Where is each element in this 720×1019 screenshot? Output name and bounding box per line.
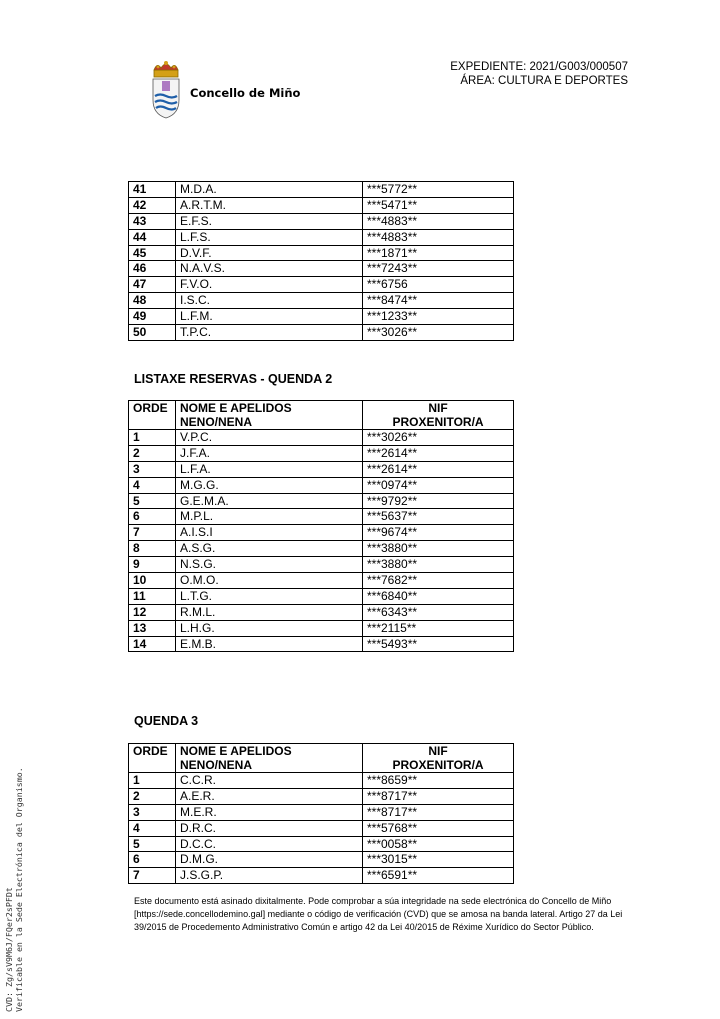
cvd-code: CVD: Zg/sV9M6J/FQer2sPFDt — [4, 887, 14, 1012]
row-number: 47 — [129, 277, 176, 293]
table-row — [129, 525, 514, 541]
row-number: 13 — [129, 620, 176, 636]
parent-nif: ***8717** — [363, 788, 514, 804]
table-row — [129, 836, 514, 852]
parent-nif: ***6840** — [363, 588, 514, 604]
row-number: 4 — [129, 477, 176, 493]
organization-logo — [148, 60, 301, 120]
column-header-name — [176, 401, 363, 430]
column-header-nif-line1: NIF — [428, 744, 448, 758]
table-row — [129, 773, 514, 789]
table-row — [129, 477, 514, 493]
child-initials: F.V.O. — [176, 277, 363, 293]
child-initials: L.F.M. — [176, 309, 363, 325]
child-initials: D.V.F. — [176, 245, 363, 261]
row-number: 45 — [129, 245, 176, 261]
parent-nif: ***4883** — [363, 213, 514, 229]
row-number: 3 — [129, 461, 176, 477]
coat-of-arms-icon — [148, 60, 184, 120]
expediente-label: EXPEDIENTE: 2021/G003/000507 — [450, 61, 628, 73]
parent-nif: ***0058** — [363, 836, 514, 852]
child-initials: O.M.O. — [176, 573, 363, 589]
child-initials: A.S.G. — [176, 541, 363, 557]
parent-nif: ***8474** — [363, 293, 514, 309]
child-initials: L.T.G. — [176, 588, 363, 604]
table-row — [129, 213, 514, 229]
table-row — [129, 573, 514, 589]
column-header-nif-line2: PROXENITOR/A — [392, 415, 484, 429]
child-initials: C.C.R. — [176, 773, 363, 789]
table-header-row — [129, 401, 514, 430]
parent-nif: ***3026** — [363, 325, 514, 341]
table-row — [129, 229, 514, 245]
table-row — [129, 788, 514, 804]
column-header-nif — [363, 401, 514, 430]
child-initials: V.P.C. — [176, 430, 363, 446]
parent-nif: ***5493** — [363, 636, 514, 652]
column-header-nif-line1: NIF — [428, 401, 448, 415]
child-initials: D.R.C. — [176, 820, 363, 836]
list-table-quenda-2 — [128, 400, 514, 652]
parent-nif: ***1871** — [363, 245, 514, 261]
parent-nif: ***5637** — [363, 509, 514, 525]
table-row — [129, 245, 514, 261]
child-initials: M.P.L. — [176, 509, 363, 525]
child-initials: R.M.L. — [176, 604, 363, 620]
table-row — [129, 868, 514, 884]
parent-nif: ***3880** — [363, 541, 514, 557]
row-number: 2 — [129, 445, 176, 461]
row-number: 48 — [129, 293, 176, 309]
parent-nif: ***1233** — [363, 309, 514, 325]
row-number: 43 — [129, 213, 176, 229]
parent-nif: ***3880** — [363, 557, 514, 573]
table-header-row — [129, 744, 514, 773]
row-number: 5 — [129, 836, 176, 852]
row-number: 6 — [129, 509, 176, 525]
parent-nif: ***6343** — [363, 604, 514, 620]
column-header-name-line2: NENO/NENA — [180, 415, 253, 429]
row-number: 44 — [129, 229, 176, 245]
table-row — [129, 293, 514, 309]
row-number: 5 — [129, 493, 176, 509]
child-initials: A.R.T.M. — [176, 197, 363, 213]
row-number: 3 — [129, 804, 176, 820]
row-number: 11 — [129, 588, 176, 604]
parent-nif: ***6591** — [363, 868, 514, 884]
child-initials: E.M.B. — [176, 636, 363, 652]
area-label: ÁREA: CULTURA E DEPORTES — [460, 75, 628, 87]
child-initials: L.H.G. — [176, 620, 363, 636]
child-initials: L.F.A. — [176, 461, 363, 477]
table-row — [129, 636, 514, 652]
row-number: 46 — [129, 261, 176, 277]
row-number: 41 — [129, 182, 176, 198]
table-row — [129, 852, 514, 868]
row-number: 49 — [129, 309, 176, 325]
table-row — [129, 430, 514, 446]
column-header-nif — [363, 744, 514, 773]
row-number: 9 — [129, 557, 176, 573]
child-initials: J.F.A. — [176, 445, 363, 461]
column-header-name — [176, 744, 363, 773]
row-number: 6 — [129, 852, 176, 868]
table-row — [129, 620, 514, 636]
list-table-quenda-3 — [128, 743, 514, 884]
table-row — [129, 325, 514, 341]
table-row — [129, 804, 514, 820]
parent-nif: ***2115** — [363, 620, 514, 636]
row-number: 4 — [129, 820, 176, 836]
verification-code-sidebar — [4, 767, 24, 1012]
table-row — [129, 509, 514, 525]
child-initials: M.G.G. — [176, 477, 363, 493]
parent-nif: ***0974** — [363, 477, 514, 493]
child-initials: E.F.S. — [176, 213, 363, 229]
child-initials: L.F.S. — [176, 229, 363, 245]
column-header-name-line1: NOME E APELIDOS — [180, 744, 292, 758]
table-row — [129, 461, 514, 477]
row-number: 1 — [129, 773, 176, 789]
child-initials: A.I.S.I — [176, 525, 363, 541]
section-title-quenda-2: LISTAXE RESERVAS - QUENDA 2 — [134, 372, 333, 386]
parent-nif: ***7682** — [363, 573, 514, 589]
table-row — [129, 588, 514, 604]
row-number: 7 — [129, 868, 176, 884]
child-initials: A.E.R. — [176, 788, 363, 804]
table-row — [129, 557, 514, 573]
row-number: 12 — [129, 604, 176, 620]
table-row — [129, 445, 514, 461]
row-number: 14 — [129, 636, 176, 652]
logo-text: Concello de Miño — [190, 86, 301, 100]
child-initials: I.S.C. — [176, 293, 363, 309]
parent-nif: ***4883** — [363, 229, 514, 245]
child-initials: N.A.V.S. — [176, 261, 363, 277]
row-number: 1 — [129, 430, 176, 446]
table-row — [129, 261, 514, 277]
table-row — [129, 197, 514, 213]
parent-nif: ***5768** — [363, 820, 514, 836]
row-number: 7 — [129, 525, 176, 541]
child-initials: T.P.C. — [176, 325, 363, 341]
parent-nif: ***5772** — [363, 182, 514, 198]
section-title-quenda-3: QUENDA 3 — [134, 714, 199, 728]
parent-nif: ***9674** — [363, 525, 514, 541]
column-header-orde: ORDE — [129, 401, 176, 430]
parent-nif: ***5471** — [363, 197, 514, 213]
signature-notice: Este documento está asinado dixitalmente. Pode comprobar a súa integridade na sede electrónica do Concello de Miño [https://sede.concellodemino.gal] mediante o código de verificación (CVD) que se amosa na banda lateral. Artigo 27 da Lei 39/2015 de Procedemento Administrativo Común e artigo 42 da Lei 40/2015 de Réxime Xurídico do Sector Público. — [134, 896, 623, 932]
child-initials: N.S.G. — [176, 557, 363, 573]
parent-nif: ***2614** — [363, 445, 514, 461]
row-number: 8 — [129, 541, 176, 557]
document-header — [450, 60, 628, 88]
child-initials: J.S.G.P. — [176, 868, 363, 884]
column-header-name-line1: NOME E APELIDOS — [180, 401, 292, 415]
parent-nif: ***2614** — [363, 461, 514, 477]
child-initials: M.D.A. — [176, 182, 363, 198]
child-initials: D.C.C. — [176, 836, 363, 852]
parent-nif: ***9792** — [363, 493, 514, 509]
parent-nif: ***8717** — [363, 804, 514, 820]
parent-nif: ***3026** — [363, 430, 514, 446]
row-number: 10 — [129, 573, 176, 589]
child-initials: G.E.M.A. — [176, 493, 363, 509]
row-number: 42 — [129, 197, 176, 213]
parent-nif: ***7243** — [363, 261, 514, 277]
column-header-name-line2: NENO/NENA — [180, 758, 253, 772]
column-header-orde: ORDE — [129, 744, 176, 773]
parent-nif: ***3015** — [363, 852, 514, 868]
table-row — [129, 820, 514, 836]
row-number: 2 — [129, 788, 176, 804]
table-row — [129, 541, 514, 557]
table-row — [129, 493, 514, 509]
parent-nif: ***8659** — [363, 773, 514, 789]
list-table-quenda-1-continued — [128, 181, 514, 341]
column-header-nif-line2: PROXENITOR/A — [392, 758, 484, 772]
verification-note: Verificable en la Sede Electrónica del Organismo. — [14, 767, 24, 1012]
table-row — [129, 182, 514, 198]
child-initials: M.E.R. — [176, 804, 363, 820]
row-number: 50 — [129, 325, 176, 341]
child-initials: D.M.G. — [176, 852, 363, 868]
parent-nif: ***6756 — [363, 277, 514, 293]
table-row — [129, 604, 514, 620]
table-row — [129, 309, 514, 325]
table-row — [129, 277, 514, 293]
